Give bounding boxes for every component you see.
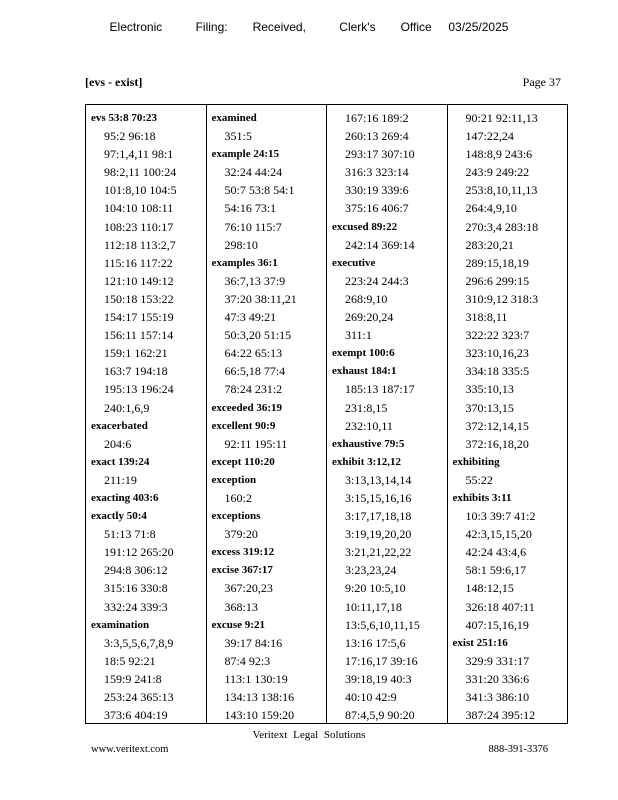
index-reference: 185:13 187:17 xyxy=(345,382,415,397)
page-number: Page 37 xyxy=(522,75,561,89)
index-reference: 160:2 xyxy=(224,490,252,505)
index-reference: 322:22 323:7 xyxy=(465,328,530,343)
index-reference: 270:3,4 283:18 xyxy=(465,219,539,234)
index-reference: 156:11 157:14 xyxy=(104,328,174,343)
index-term: excused 89:22 xyxy=(332,220,398,233)
index-reference: 148:8,9 243:6 xyxy=(465,147,533,162)
footer-company: Veritext Legal Solutions xyxy=(252,729,366,741)
index-term: exacting 403:6 xyxy=(91,491,159,504)
index-reference: 55:22 xyxy=(465,472,493,487)
index-term: exhaust 184:1 xyxy=(332,365,397,378)
index-term: examined xyxy=(211,112,257,124)
index-reference: 335:10,13 xyxy=(465,382,514,397)
index-term: exacerbated xyxy=(91,419,148,432)
index-term: exhaustive 79:5 xyxy=(332,437,405,450)
index-reference: 3:17,17,18,18 xyxy=(345,509,412,524)
index-reference: 332:24 339:3 xyxy=(104,599,168,614)
index-term: executive xyxy=(332,256,376,269)
index-reference: 253:24 365:13 xyxy=(104,690,174,704)
index-reference: 323:10,16,23 xyxy=(465,346,529,361)
index-column-2 xyxy=(207,105,328,723)
index-reference: 296:6 299:15 xyxy=(465,273,530,288)
index-reference: 36:7,13 37:9 xyxy=(224,273,286,288)
index-reference: 10:11,17,18 xyxy=(345,599,402,614)
index-reference: 78:24 231:2 xyxy=(224,382,283,397)
index-reference: 268:9,10 xyxy=(345,291,388,306)
index-reference: 66:5,18 77:4 xyxy=(224,364,286,379)
index-term: exact 139:24 xyxy=(91,455,150,468)
index-reference: 108:23 110:17 xyxy=(104,219,174,234)
index-reference: 9:20 10:5,10 xyxy=(345,581,406,596)
index-reference: 387:24 395:12 xyxy=(465,708,536,723)
index-reference: 3:21,21,22,22 xyxy=(345,545,412,560)
index-term: exceeded 36:19 xyxy=(211,401,283,414)
index-reference: 39:18,19 40:3 xyxy=(345,671,412,686)
index-reference: 341:3 386:10 xyxy=(465,690,530,704)
index-term: excuse 9:21 xyxy=(211,618,265,631)
index-reference: 326:18 407:11 xyxy=(465,599,535,614)
index-reference: 195:13 196:24 xyxy=(104,382,174,397)
index-reference: 112:18 113:2,7 xyxy=(104,237,176,252)
index-reference: 113:1 130:19 xyxy=(224,671,288,686)
index-reference: 159:1 162:21 xyxy=(104,346,168,361)
index-reference: 51:13 71:8 xyxy=(104,527,156,542)
index-reference: 3:19,19,20,20 xyxy=(345,527,412,542)
index-term: excellent 90:9 xyxy=(211,419,276,432)
index-reference: 167:16 189:2 xyxy=(345,111,409,125)
index-reference: 3:3,5,5,6,7,8,9 xyxy=(104,635,174,650)
index-term: excess 319:12 xyxy=(211,546,275,559)
index-reference: 47:3 49:21 xyxy=(224,310,277,325)
index-reference: 318:8,11 xyxy=(465,310,508,325)
index-reference: 315:16 330:8 xyxy=(104,581,168,596)
index-reference: 18:5 92:21 xyxy=(104,653,156,668)
index-reference: 243:9 249:22 xyxy=(465,165,530,180)
index-reference: 90:21 92:11,13 xyxy=(465,111,538,125)
index-reference: 50:7 53:8 54:1 xyxy=(224,183,295,198)
index-term: example 24:15 xyxy=(211,148,280,161)
index-reference: 150:18 153:22 xyxy=(104,291,174,306)
index-reference: 10:3 39:7 41:2 xyxy=(465,509,536,524)
index-reference: 283:20,21 xyxy=(465,237,514,252)
index-term: examples 36:1 xyxy=(211,256,278,269)
index-reference: 143:10 159:20 xyxy=(224,708,295,723)
index-reference: 310:9,12 318:3 xyxy=(465,291,539,306)
index-reference: 260:13 269:4 xyxy=(345,129,409,144)
index-reference: 368:13 xyxy=(224,599,258,614)
index-reference: 373:6 404:19 xyxy=(104,708,168,723)
index-reference: 240:1,6,9 xyxy=(104,400,150,415)
index-reference: 159:9 241:8 xyxy=(104,671,162,686)
index-term: exhibit 3:12,12 xyxy=(332,455,402,468)
index-reference: 298:10 xyxy=(224,237,258,252)
index-term: exhibiting xyxy=(452,455,500,468)
index-reference: 54:16 73:1 xyxy=(224,201,277,216)
index-term: exactly 50:4 xyxy=(91,510,147,523)
index-term: exception xyxy=(211,473,257,486)
index-column-4 xyxy=(448,105,568,723)
index-reference: 334:18 335:5 xyxy=(465,364,530,379)
index-reference: 351:5 xyxy=(224,129,252,144)
index-reference: 264:4,9,10 xyxy=(465,201,517,216)
index-reference: 232:10,11 xyxy=(345,418,393,433)
index-term: examination xyxy=(91,618,150,631)
index-reference: 293:17 307:10 xyxy=(345,147,415,162)
index-reference: 370:13,15 xyxy=(465,400,514,415)
index-reference: 316:3 323:14 xyxy=(345,165,409,180)
index-reference: 148:12,15 xyxy=(465,581,514,596)
index-reference: 231:8,15 xyxy=(345,400,388,415)
index-reference: 329:9 331:17 xyxy=(465,653,530,668)
index-reference: 372:16,18,20 xyxy=(465,436,529,451)
index-term: exist 251:16 xyxy=(452,636,508,649)
index-reference: 13:16 17:5,6 xyxy=(345,635,406,650)
index-reference: 32:24 44:24 xyxy=(224,165,283,180)
index-reference: 104:10 108:11 xyxy=(104,201,174,216)
index-reference: 42:24 43:4,6 xyxy=(465,545,527,560)
index-reference: 331:20 336:6 xyxy=(465,671,530,686)
index-reference: 379:20 xyxy=(224,527,258,542)
index-reference: 37:20 38:11,21 xyxy=(224,291,297,306)
index-reference: 191:12 265:20 xyxy=(104,545,174,560)
index-range: [evs - exist] xyxy=(85,75,143,89)
index-reference: 294:8 306:12 xyxy=(104,563,168,578)
index-term: excise 367:17 xyxy=(211,564,273,577)
footer-website: www.veritext.com xyxy=(91,744,169,755)
index-reference: 204:6 xyxy=(104,436,132,451)
index-reference: 13:5,6,10,11,15 xyxy=(345,617,420,632)
index-reference: 95:2 96:18 xyxy=(104,129,156,144)
index-reference: 50:3,20 51:15 xyxy=(224,328,292,343)
index-reference: 372:12,14,15 xyxy=(465,418,529,433)
index-column-1 xyxy=(86,105,207,723)
index-reference: 76:10 115:7 xyxy=(224,219,282,234)
index-reference: 147:22,24 xyxy=(465,129,514,144)
index-reference: 269:20,24 xyxy=(345,310,394,325)
index-term: exempt 100:6 xyxy=(332,347,395,360)
index-reference: 40:10 42:9 xyxy=(345,690,397,704)
index-reference: 64:22 65:13 xyxy=(224,346,283,361)
index-reference: 367:20,23 xyxy=(224,581,273,596)
index-reference: 3:15,15,16,16 xyxy=(345,490,412,505)
index-reference: 87:4,5,9 90:20 xyxy=(345,708,415,723)
index-term: exceptions xyxy=(211,510,261,523)
index-term: exhibits 3:11 xyxy=(452,491,512,504)
index-reference: 211:19 xyxy=(104,472,137,487)
index-reference: 87:4 92:3 xyxy=(224,653,271,668)
index-reference: 407:15,16,19 xyxy=(465,617,529,632)
word-index-grid xyxy=(85,104,568,724)
index-reference: 3:13,13,14,14 xyxy=(345,472,412,487)
index-reference: 253:8,10,11,13 xyxy=(465,183,538,198)
index-reference: 58:1 59:6,17 xyxy=(465,563,527,578)
filing-stamp: Electronic Filing: Received, Clerk's Office 03/25/2025 xyxy=(109,20,509,34)
index-reference: 330:19 339:6 xyxy=(345,183,409,198)
index-reference: 42:3,15,15,20 xyxy=(465,527,532,542)
index-reference: 154:17 155:19 xyxy=(104,310,174,325)
index-reference: 242:14 369:14 xyxy=(345,237,415,252)
index-reference: 121:10 149:12 xyxy=(104,273,174,288)
index-reference: 98:2,11 100:24 xyxy=(104,165,177,180)
index-column-3 xyxy=(327,105,448,723)
index-reference: 115:16 117:22 xyxy=(104,255,173,270)
index-reference: 311:1 xyxy=(345,328,372,343)
index-reference: 134:13 138:16 xyxy=(224,690,295,704)
index-reference: 289:15,18,19 xyxy=(465,255,529,270)
index-reference: 163:7 194:18 xyxy=(104,364,168,379)
index-reference: 101:8,10 104:5 xyxy=(104,183,177,198)
index-reference: 92:11 195:11 xyxy=(224,436,288,451)
index-reference: 3:23,23,24 xyxy=(345,563,397,578)
index-term: except 110:20 xyxy=(211,455,275,468)
index-reference: 375:16 406:7 xyxy=(345,201,409,216)
footer-phone: 888-391-3376 xyxy=(488,744,548,755)
index-reference: 17:16,17 39:16 xyxy=(345,653,418,668)
index-reference: 39:17 84:16 xyxy=(224,635,283,650)
index-term: evs 53:8 70:23 xyxy=(91,112,157,124)
index-reference: 223:24 244:3 xyxy=(345,273,409,288)
index-reference: 97:1,4,11 98:1 xyxy=(104,147,174,162)
